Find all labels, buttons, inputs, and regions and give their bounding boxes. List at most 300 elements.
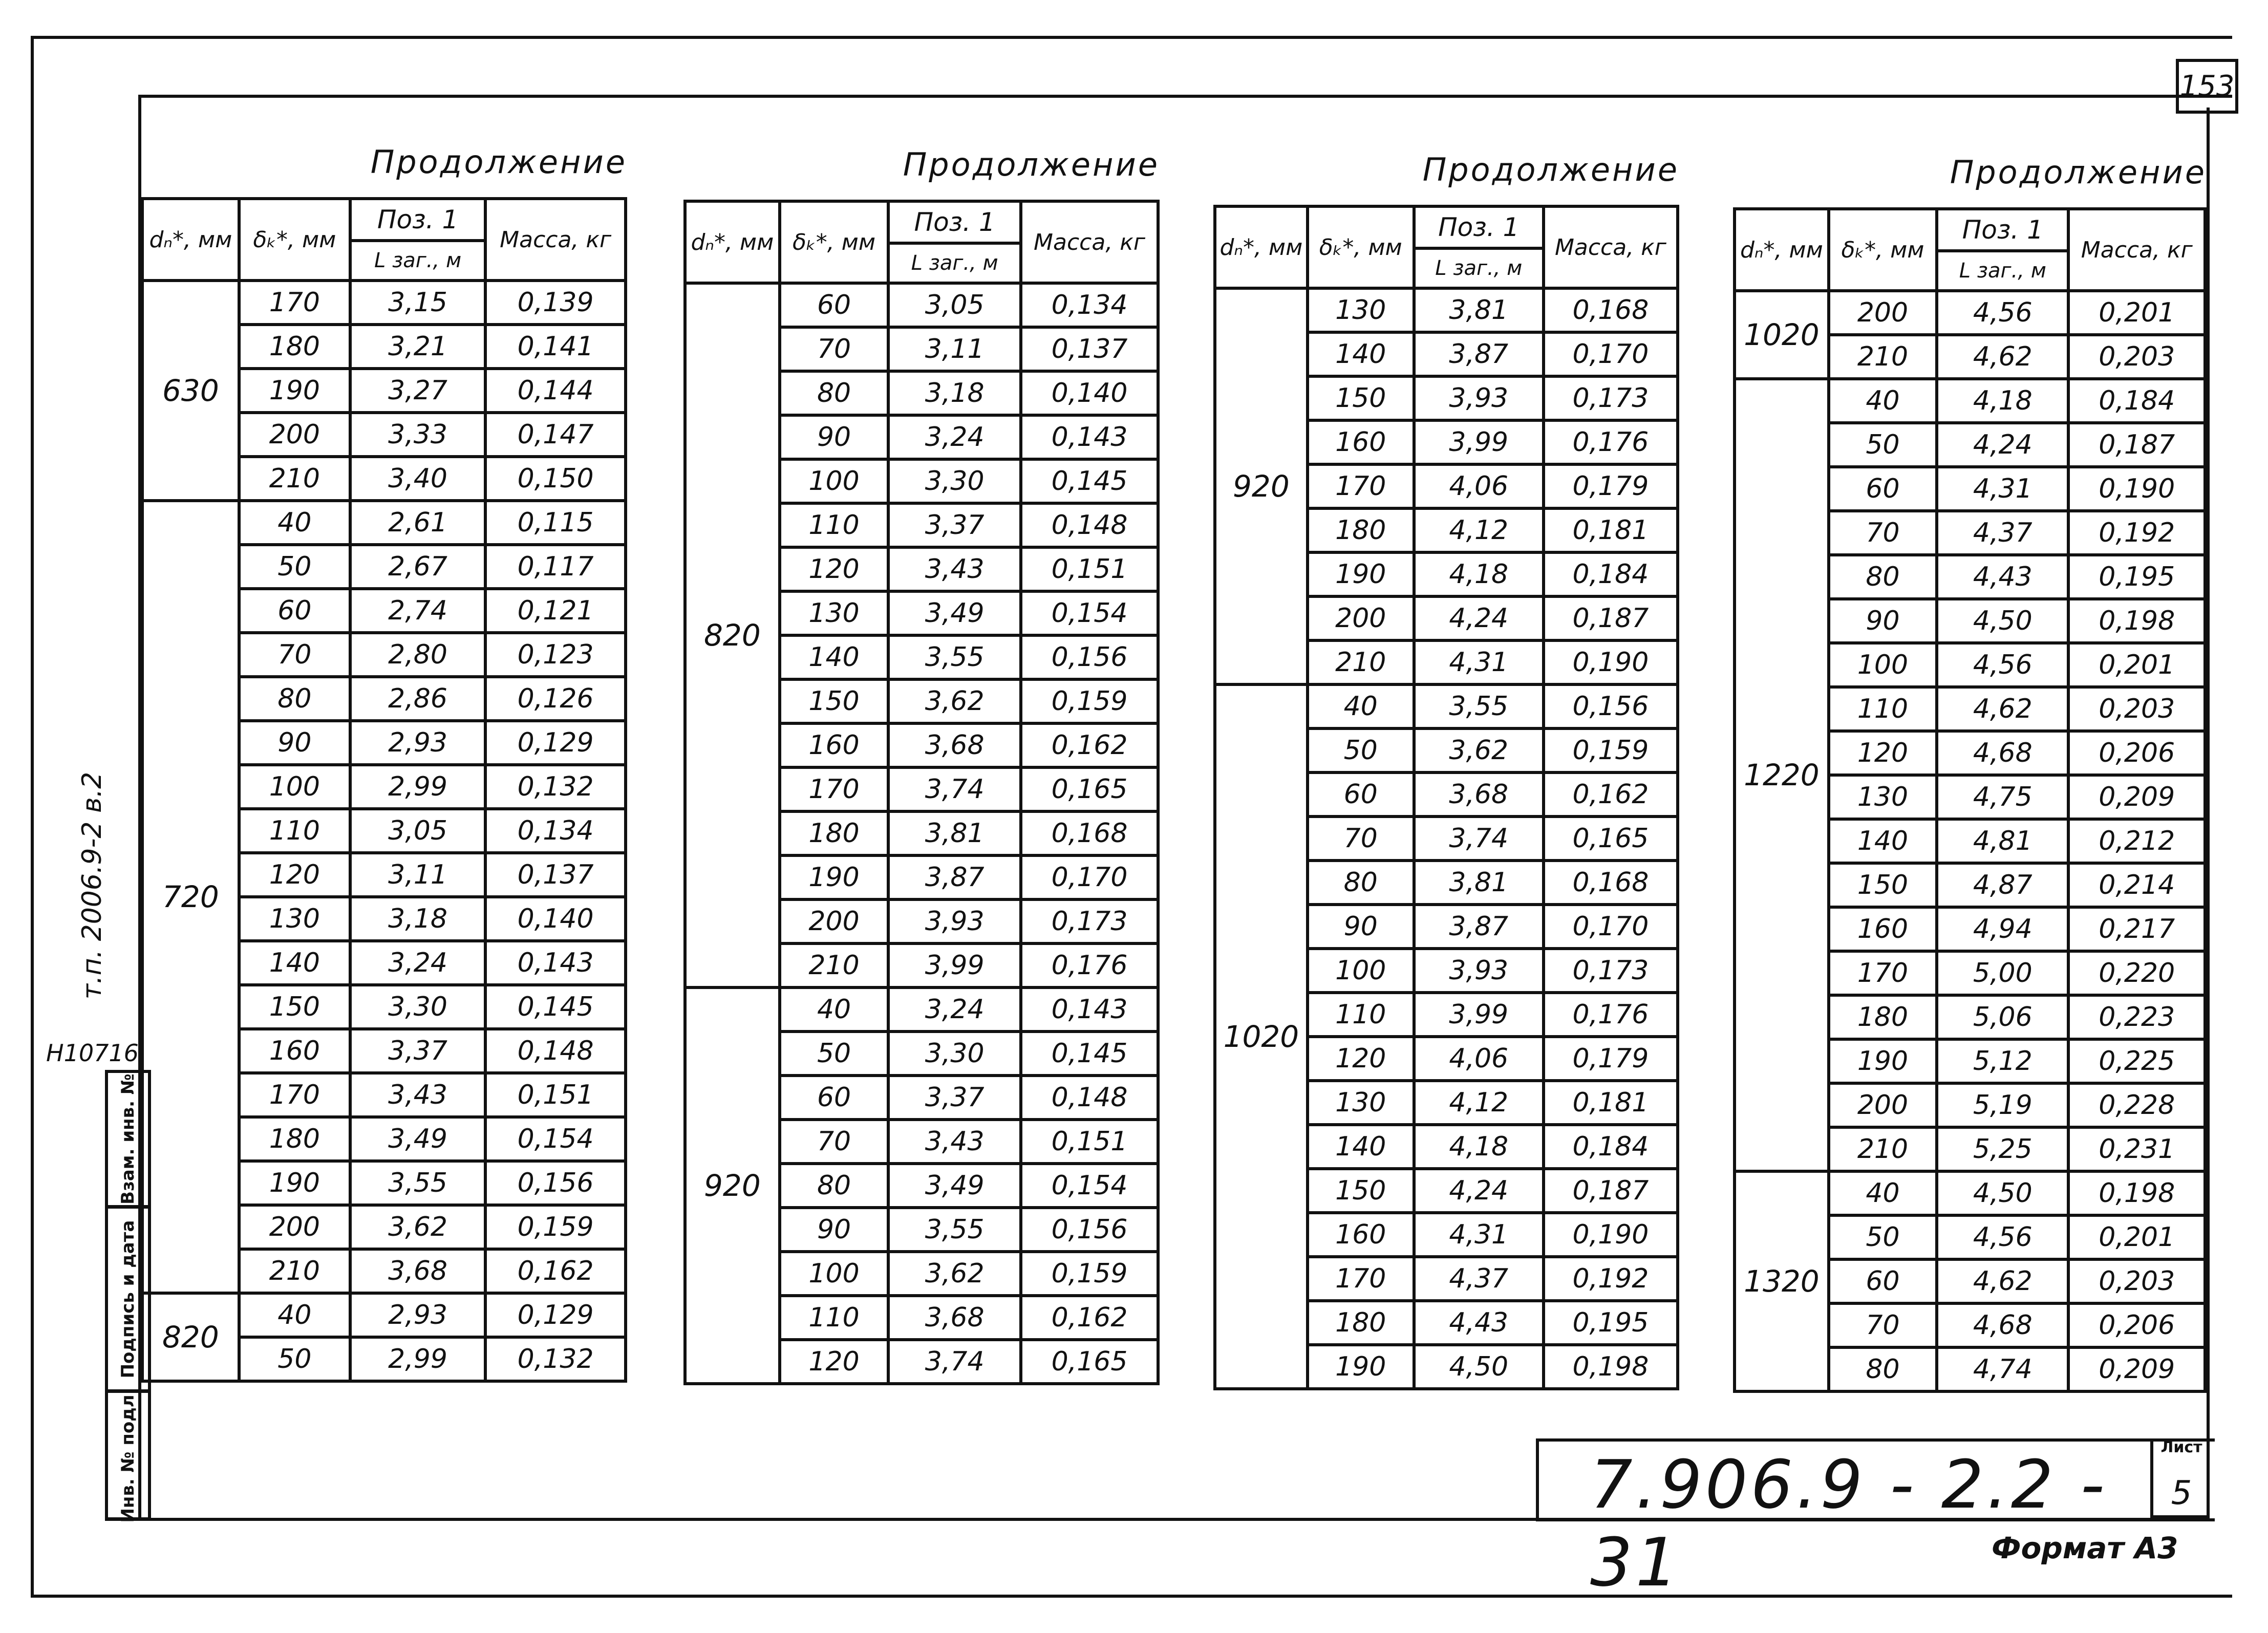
cell-mass: 0,225 [2068,1039,2205,1083]
cell-dk: 190 [239,1161,350,1205]
cell-l: 3,43 [350,1073,485,1117]
cell-dk: 200 [1829,291,1937,335]
cell-dk: 60 [1829,1259,1937,1303]
cell-mass: 0,144 [485,369,626,413]
cell-dn: 1220 [1735,379,1829,1171]
cell-mass: 0,168 [1544,288,1678,332]
cell-l: 3,74 [1414,816,1544,861]
cell-mass: 0,203 [2068,1259,2205,1303]
cell-dk: 200 [780,899,889,943]
cell-l: 3,99 [1414,993,1544,1037]
cell-dk: 180 [780,811,889,855]
cell-l: 3,37 [350,1029,485,1073]
cell-dk: 190 [1308,1345,1414,1389]
cell-mass: 0,143 [1021,415,1158,459]
header-dn: dₙ*, мм [1215,206,1308,288]
cell-mass: 0,212 [2068,819,2205,863]
cell-l: 4,31 [1414,640,1544,684]
cell-dk: 50 [1829,423,1937,467]
cell-mass: 0,162 [1021,1296,1158,1340]
cell-mass: 0,165 [1021,767,1158,811]
cell-mass: 0,134 [485,809,626,853]
cell-mass: 0,134 [1021,283,1158,327]
cell-mass: 0,137 [485,853,626,897]
data-table [1733,207,2207,1393]
cell-mass: 0,184 [2068,379,2205,423]
cell-mass: 0,231 [2068,1127,2205,1171]
cell-dk: 80 [1308,861,1414,905]
cell-dk: 100 [1308,949,1414,993]
cell-l: 4,12 [1414,1081,1544,1125]
cell-mass: 0,176 [1544,993,1678,1037]
cell-l: 4,18 [1414,552,1544,596]
cell-dk: 170 [1308,464,1414,508]
cell-mass: 0,190 [2068,467,2205,511]
cell-dk: 90 [780,1208,889,1252]
inner-frame-right [2207,108,2210,1520]
cell-dk: 130 [1308,1081,1414,1125]
cell-dk: 50 [239,545,350,589]
cell-mass: 0,156 [1021,1208,1158,1252]
cell-dk: 170 [780,767,889,811]
cell-mass: 0,179 [1544,1037,1678,1081]
cell-l: 3,93 [1414,949,1544,993]
cell-mass: 0,137 [1021,327,1158,371]
cell-l: 4,06 [1414,464,1544,508]
cell-dk: 210 [239,457,350,501]
cell-mass: 0,162 [1544,772,1678,816]
cell-dk: 40 [1308,684,1414,728]
cell-mass: 0,170 [1021,855,1158,899]
cell-l: 3,30 [888,459,1021,503]
cell-mass: 0,192 [1544,1257,1678,1301]
cell-dk: 50 [780,1032,889,1076]
cell-l: 3,99 [1414,420,1544,464]
cell-l: 3,49 [888,591,1021,635]
side-label: Подпись и дата [118,1220,138,1378]
cell-mass: 0,143 [1021,987,1158,1032]
cell-dk: 40 [780,987,889,1032]
cell-mass: 0,121 [485,589,626,633]
cell-l: 4,12 [1414,508,1544,552]
cell-dk: 180 [239,1117,350,1161]
cell-l: 3,62 [350,1205,485,1249]
cell-mass: 0,115 [485,501,626,545]
side-label: Инв. № подл. [118,1387,138,1523]
cell-mass: 0,159 [1021,679,1158,723]
header-mass: Масса, кг [1544,206,1678,288]
cell-dk: 110 [1829,687,1937,731]
header-mass: Масса, кг [485,199,626,281]
cell-mass: 0,201 [2068,291,2205,335]
cell-dk: 130 [1829,775,1937,819]
cell-l: 3,05 [888,283,1021,327]
table-title: Продолжение [1950,154,2207,191]
header-dk: δₖ*, мм [239,199,350,281]
cell-dk: 40 [1829,379,1937,423]
cell-dk: 150 [780,679,889,723]
cell-dn: 1020 [1735,291,1829,379]
cell-mass: 0,173 [1021,899,1158,943]
cell-mass: 0,151 [485,1073,626,1117]
cell-l: 3,81 [1414,861,1544,905]
side-inv-number: Н10716 [46,1039,139,1067]
cell-dk: 50 [1308,728,1414,772]
header-dk: δₖ*, мм [1308,206,1414,288]
cell-mass: 0,203 [2068,335,2205,379]
cell-dk: 130 [1308,288,1414,332]
cell-mass: 0,217 [2068,907,2205,951]
cell-l: 4,50 [1937,599,2068,643]
cell-mass: 0,162 [1021,723,1158,767]
side-label: Взам. инв. № [118,1073,138,1205]
cell-l: 3,15 [350,281,485,325]
cell-l: 3,62 [1414,728,1544,772]
cell-l: 4,18 [1414,1125,1544,1169]
cell-mass: 0,190 [1544,640,1678,684]
data-table [141,197,627,1383]
cell-mass: 0,206 [2068,1303,2205,1347]
header-row [142,199,626,241]
cell-l: 3,93 [888,899,1021,943]
cell-l: 5,12 [1937,1039,2068,1083]
header-mass: Масса, кг [1021,201,1158,283]
cell-dk: 60 [1829,467,1937,511]
cell-l: 3,21 [350,325,485,369]
cell-l: 3,74 [888,767,1021,811]
data-table [1213,205,1679,1390]
cell-dk: 90 [239,721,350,765]
header-l: L заг., м [1937,251,2068,291]
cell-l: 2,93 [350,1293,485,1337]
cell-dk: 90 [1308,905,1414,949]
header-dk: δₖ*, мм [780,201,889,283]
cell-l: 3,40 [350,457,485,501]
cell-dn: 820 [142,1293,239,1381]
cell-mass: 0,181 [1544,1081,1678,1125]
cell-l: 3,68 [1414,772,1544,816]
cell-l: 4,56 [1937,1215,2068,1259]
cell-l: 2,61 [350,501,485,545]
cell-dk: 80 [239,677,350,721]
cell-l: 5,19 [1937,1083,2068,1127]
cell-dk: 210 [1308,640,1414,684]
cell-dk: 40 [239,501,350,545]
outer-frame-left [31,36,34,1597]
cell-dk: 70 [780,1120,889,1164]
cell-dk: 200 [1829,1083,1937,1127]
cell-mass: 0,150 [485,457,626,501]
cell-mass: 0,145 [1021,459,1158,503]
cell-mass: 0,148 [1021,1076,1158,1120]
cell-dn: 820 [685,283,780,987]
table-row [685,987,1158,1032]
cell-dk: 80 [1829,555,1937,599]
sheet-label: Лист [2160,1438,2202,1456]
cell-mass: 0,143 [485,941,626,985]
cell-mass: 0,145 [1021,1032,1158,1076]
cell-dn: 920 [1215,288,1308,684]
cell-dk: 110 [239,809,350,853]
table-1 [141,143,627,1383]
cell-l: 3,87 [1414,905,1544,949]
cell-l: 3,55 [350,1161,485,1205]
header-row [1215,206,1678,248]
cell-l: 3,33 [350,413,485,457]
header-l: L заг., м [1414,248,1544,288]
side-doc-code: т.п. 2006.9-2 в.2 [77,771,108,1000]
cell-dk: 60 [780,283,889,327]
cell-l: 4,75 [1937,775,2068,819]
table-row [1735,379,2205,423]
cell-mass: 0,195 [1544,1301,1678,1345]
cell-mass: 0,170 [1544,332,1678,376]
cell-l: 4,43 [1937,555,2068,599]
cell-l: 3,18 [350,897,485,941]
cell-dk: 170 [1829,951,1937,995]
cell-dn: 720 [142,501,239,1293]
cell-dk: 190 [1308,552,1414,596]
cell-mass: 0,184 [1544,552,1678,596]
cell-l: 4,56 [1937,643,2068,687]
cell-mass: 0,209 [2068,1347,2205,1391]
cell-l: 3,87 [888,855,1021,899]
cell-dk: 160 [1308,420,1414,464]
cell-mass: 0,192 [2068,511,2205,555]
cell-mass: 0,156 [485,1161,626,1205]
cell-dk: 100 [780,459,889,503]
cell-l: 5,06 [1937,995,2068,1039]
cell-dk: 190 [239,369,350,413]
header-row [685,201,1158,243]
header-l: L заг., м [350,241,485,281]
cell-mass: 0,156 [1544,684,1678,728]
cell-mass: 0,132 [485,765,626,809]
table-row [685,283,1158,327]
cell-dk: 40 [1829,1171,1937,1215]
cell-mass: 0,145 [485,985,626,1029]
format-label: Формат А3 [1992,1531,2178,1565]
cell-dk: 170 [239,281,350,325]
cell-dk: 80 [780,1164,889,1208]
cell-mass: 0,165 [1544,816,1678,861]
header-l: L заг., м [888,243,1021,283]
cell-l: 4,62 [1937,1259,2068,1303]
cell-mass: 0,187 [2068,423,2205,467]
cell-l: 4,68 [1937,731,2068,775]
cell-l: 4,24 [1414,1169,1544,1213]
cell-l: 5,25 [1937,1127,2068,1171]
cell-l: 2,80 [350,633,485,677]
cell-l: 3,68 [350,1249,485,1293]
cell-dk: 140 [1308,1125,1414,1169]
header-pos: Поз. 1 [888,201,1021,243]
cell-l: 3,55 [1414,684,1544,728]
cell-dk: 70 [239,633,350,677]
cell-mass: 0,228 [2068,1083,2205,1127]
cell-dk: 180 [239,325,350,369]
cell-l: 3,30 [888,1032,1021,1076]
cell-mass: 0,159 [485,1205,626,1249]
header-pos: Поз. 1 [1937,209,2068,251]
cell-l: 3,05 [350,809,485,853]
inner-frame-top [138,95,2232,98]
cell-l: 3,27 [350,369,485,413]
cell-dk: 120 [1308,1037,1414,1081]
cell-l: 3,55 [888,1208,1021,1252]
cell-dk: 160 [239,1029,350,1073]
cell-l: 4,18 [1937,379,2068,423]
cell-dk: 110 [1308,993,1414,1037]
cell-dk: 210 [239,1249,350,1293]
cell-dk: 150 [1308,1169,1414,1213]
cell-dk: 60 [1308,772,1414,816]
sheet-box [2150,1438,2210,1518]
cell-dk: 60 [780,1076,889,1120]
cell-mass: 0,165 [1021,1340,1158,1384]
cell-l: 3,81 [888,811,1021,855]
cell-mass: 0,151 [1021,547,1158,591]
cell-l: 2,74 [350,589,485,633]
cell-dk: 50 [1829,1215,1937,1259]
cell-l: 3,87 [1414,332,1544,376]
cell-dk: 120 [1829,731,1937,775]
cell-dk: 210 [1829,1127,1937,1171]
cell-mass: 0,190 [1544,1213,1678,1257]
cell-l: 3,68 [888,1296,1021,1340]
cell-dk: 150 [1829,863,1937,907]
table-row [1735,291,2205,335]
table-row [1215,288,1678,332]
cell-mass: 0,184 [1544,1125,1678,1169]
table-3 [1213,151,1679,1390]
cell-l: 2,67 [350,545,485,589]
cell-l: 4,68 [1937,1303,2068,1347]
cell-l: 3,37 [888,503,1021,547]
header-dn: dₙ*, мм [1735,209,1829,291]
cell-mass: 0,223 [2068,995,2205,1039]
header-row [1735,209,2205,251]
cell-l: 3,37 [888,1076,1021,1120]
cell-dk: 150 [239,985,350,1029]
header-pos: Поз. 1 [350,199,485,241]
cell-dk: 160 [1308,1213,1414,1257]
cell-l: 3,62 [888,679,1021,723]
cell-mass: 0,209 [2068,775,2205,819]
cell-l: 4,62 [1937,335,2068,379]
cell-l: 3,93 [1414,376,1544,420]
cell-dk: 70 [1829,511,1937,555]
cell-dk: 90 [1829,599,1937,643]
cell-dk: 150 [1308,376,1414,420]
cell-mass: 0,187 [1544,1169,1678,1213]
cell-l: 3,11 [888,327,1021,371]
cell-l: 4,50 [1414,1345,1544,1389]
cell-dk: 90 [780,415,889,459]
cell-l: 4,62 [1937,687,2068,731]
cell-l: 3,99 [888,943,1021,987]
cell-l: 4,56 [1937,291,2068,335]
cell-mass: 0,198 [2068,599,2205,643]
table-title: Продолжение [903,146,1160,183]
cell-mass: 0,148 [485,1029,626,1073]
cell-l: 3,43 [888,547,1021,591]
header-dn: dₙ*, мм [142,199,239,281]
cell-l: 3,81 [1414,288,1544,332]
cell-mass: 0,132 [485,1337,626,1381]
cell-dk: 170 [1308,1257,1414,1301]
cell-l: 4,24 [1937,423,2068,467]
cell-mass: 0,198 [1544,1345,1678,1389]
cell-dn: 1320 [1735,1171,1829,1391]
cell-l: 2,99 [350,765,485,809]
data-table [683,200,1160,1385]
cell-dk: 190 [1829,1039,1937,1083]
cell-mass: 0,173 [1544,376,1678,420]
cell-l: 4,94 [1937,907,2068,951]
header-pos: Поз. 1 [1414,206,1544,248]
cell-dk: 210 [780,943,889,987]
cell-l: 3,49 [350,1117,485,1161]
cell-dn: 920 [685,987,780,1384]
cell-mass: 0,159 [1544,728,1678,772]
cell-mass: 0,170 [1544,905,1678,949]
cell-mass: 0,159 [1021,1252,1158,1296]
cell-dk: 80 [1829,1347,1937,1391]
cell-dk: 70 [1308,816,1414,861]
cell-dk: 50 [239,1337,350,1381]
cell-dk: 160 [780,723,889,767]
cell-dk: 180 [1308,508,1414,552]
outer-frame-top [31,36,2232,39]
cell-l: 4,31 [1414,1213,1544,1257]
cell-l: 4,74 [1937,1347,2068,1391]
cell-dk: 200 [239,1205,350,1249]
cell-mass: 0,214 [2068,863,2205,907]
cell-dk: 60 [239,589,350,633]
cell-dk: 100 [1829,643,1937,687]
cell-dk: 180 [1829,995,1937,1039]
cell-dk: 190 [780,855,889,899]
cell-mass: 0,147 [485,413,626,457]
cell-l: 3,24 [888,987,1021,1032]
cell-mass: 0,201 [2068,643,2205,687]
cell-mass: 0,176 [1021,943,1158,987]
cell-dk: 140 [780,635,889,679]
table-2 [683,146,1160,1385]
cell-dk: 70 [780,327,889,371]
cell-mass: 0,139 [485,281,626,325]
cell-mass: 0,179 [1544,464,1678,508]
cell-dk: 160 [1829,907,1937,951]
side-box-original-inv [105,1387,151,1523]
cell-dk: 40 [239,1293,350,1337]
cell-l: 3,49 [888,1164,1021,1208]
table-row [1735,1171,2205,1215]
cell-mass: 0,195 [2068,555,2205,599]
cell-dk: 210 [1829,335,1937,379]
cell-dk: 180 [1308,1301,1414,1345]
cell-dk: 100 [239,765,350,809]
table-row [142,501,626,545]
cell-mass: 0,203 [2068,687,2205,731]
cell-dk: 200 [1308,596,1414,640]
document-code: 7.906.9 - 2.2 - 31 [1590,1446,2108,1601]
cell-l: 4,43 [1414,1301,1544,1345]
cell-mass: 0,220 [2068,951,2205,995]
cell-mass: 0,117 [485,545,626,589]
cell-mass: 0,173 [1544,949,1678,993]
